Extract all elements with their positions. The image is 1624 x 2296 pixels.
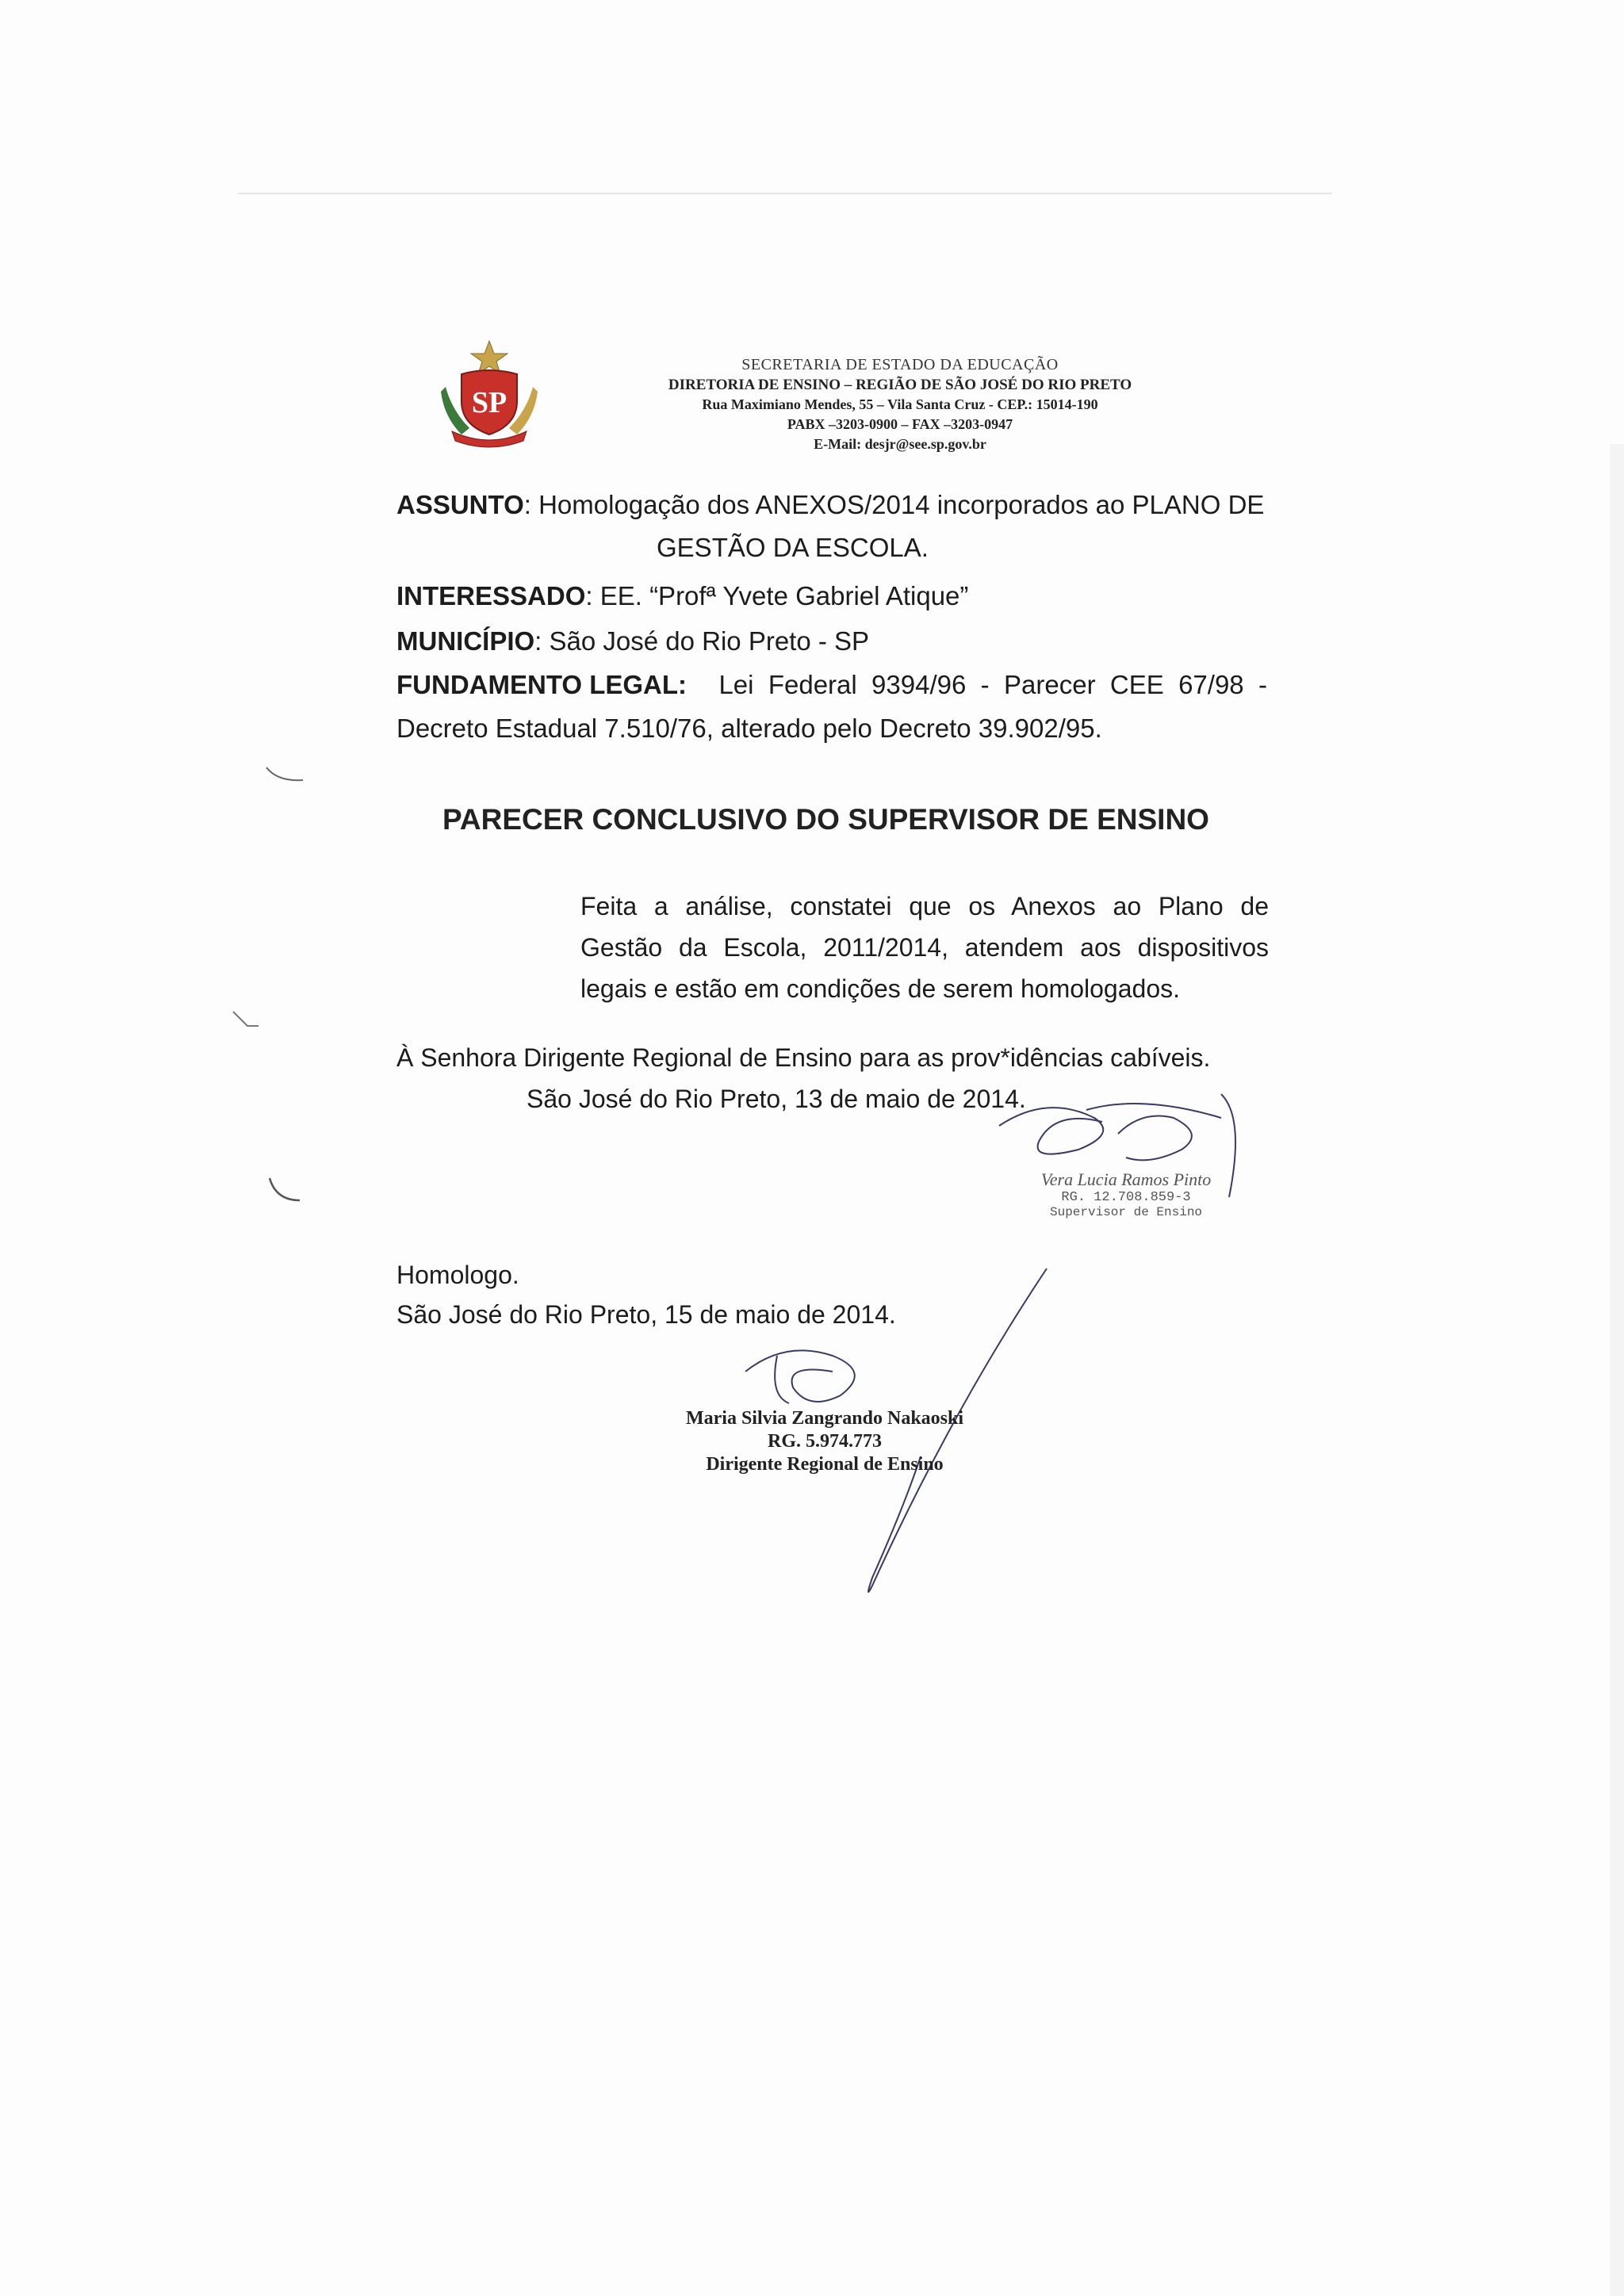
dirigente-name: Maria Silvia Zangrando Nakaoski bbox=[685, 1408, 964, 1429]
letterhead-line-2: DIRETORIA DE ENSINO – REGIÃO DE SÃO JOSÉ DO RIO PRETO bbox=[668, 377, 1132, 393]
fundamento-value-continuation: Decreto Estadual 7.510/76, alterado pelo Decreto 39.902/95. bbox=[396, 714, 1102, 743]
sao-paulo-coat-of-arms-logo bbox=[438, 339, 541, 450]
dirigente-rg: RG. 5.974.773 bbox=[768, 1431, 882, 1452]
letterhead-line-4: PABX –3203-0900 – FAX –3203-0947 bbox=[787, 416, 1013, 432]
emblem-text: SP bbox=[471, 386, 508, 419]
supervisor-stamp bbox=[983, 1169, 1269, 1219]
date-line-2: São José do Rio Preto, 15 de maio de 2014. bbox=[396, 1300, 896, 1329]
paragraph-line-3: legais e estão em condições de serem homologados. bbox=[580, 974, 1180, 1003]
paragraph-line-1: Feita a análise, constatei que os Anexos ao Plano de bbox=[580, 892, 1269, 920]
closing-line: À Senhora Dirigente Regional de Ensino para as prov*idências cabíveis. bbox=[396, 1043, 1211, 1072]
supervisor-role: Supervisor de Ensino bbox=[1049, 1205, 1203, 1219]
fundamento-value: Lei Federal 9394/96 - Parecer CEE 67/98 - bbox=[718, 670, 1267, 699]
scan-mark bbox=[230, 1007, 262, 1031]
assunto-label: ASSUNTO bbox=[396, 490, 524, 519]
municipio-label: MUNICÍPIO bbox=[396, 626, 535, 656]
dirigente-role: Dirigente Regional de Ensino bbox=[706, 1454, 944, 1475]
punch-hole-mark bbox=[262, 1173, 309, 1213]
punch-hole-mark bbox=[262, 761, 309, 793]
homologo-line: Homologo. bbox=[396, 1261, 519, 1289]
interessado-label: INTERESSADO bbox=[396, 581, 586, 610]
supervisor-rg: RG. 12.708.859-3 bbox=[1061, 1190, 1191, 1205]
fundamento-line bbox=[396, 670, 1267, 700]
date-line-1: São José do Rio Preto, 13 de maio de 2014. bbox=[527, 1085, 1026, 1113]
fundamento-label: FUNDAMENTO LEGAL: bbox=[396, 670, 688, 699]
scan-shadow bbox=[1610, 444, 1624, 2296]
paragraph-line-2: Gestão da Escola, 2011/2014, atendem aos dispositivos bbox=[580, 933, 1269, 962]
municipio-line bbox=[396, 626, 869, 656]
assunto-value: : Homologação dos ANEXOS/2014 incorporados ao PLANO DE bbox=[523, 490, 1265, 519]
dirigente-signature-block bbox=[619, 1407, 1031, 1476]
assunto-value-continuation: GESTÃO DA ESCOLA. bbox=[657, 533, 929, 562]
interessado-line bbox=[396, 581, 968, 611]
municipio-value: : São José do Rio Preto - SP bbox=[534, 626, 870, 656]
letterhead-line-5: E-Mail: desjr@see.sp.gov.br bbox=[814, 436, 986, 452]
scan-edge-line bbox=[238, 193, 1332, 194]
supervisor-name: Vera Lucia Ramos Pinto bbox=[1040, 1169, 1212, 1189]
letterhead-line-1: SECRETARIA DE ESTADO DA EDUCAÇÃO bbox=[741, 356, 1059, 373]
document-title: PARECER CONCLUSIVO DO SUPERVISOR DE ENSINO bbox=[442, 803, 1209, 836]
body-paragraph bbox=[580, 886, 1269, 1009]
letterhead-line-3: Rua Maximiano Mendes, 55 – Vila Santa Cruz - CEP.: 15014-190 bbox=[702, 396, 1098, 412]
assunto-line bbox=[396, 490, 1264, 520]
letterhead bbox=[626, 355, 1174, 454]
interessado-value: : EE. “Profª Yvete Gabriel Atique” bbox=[585, 581, 969, 610]
